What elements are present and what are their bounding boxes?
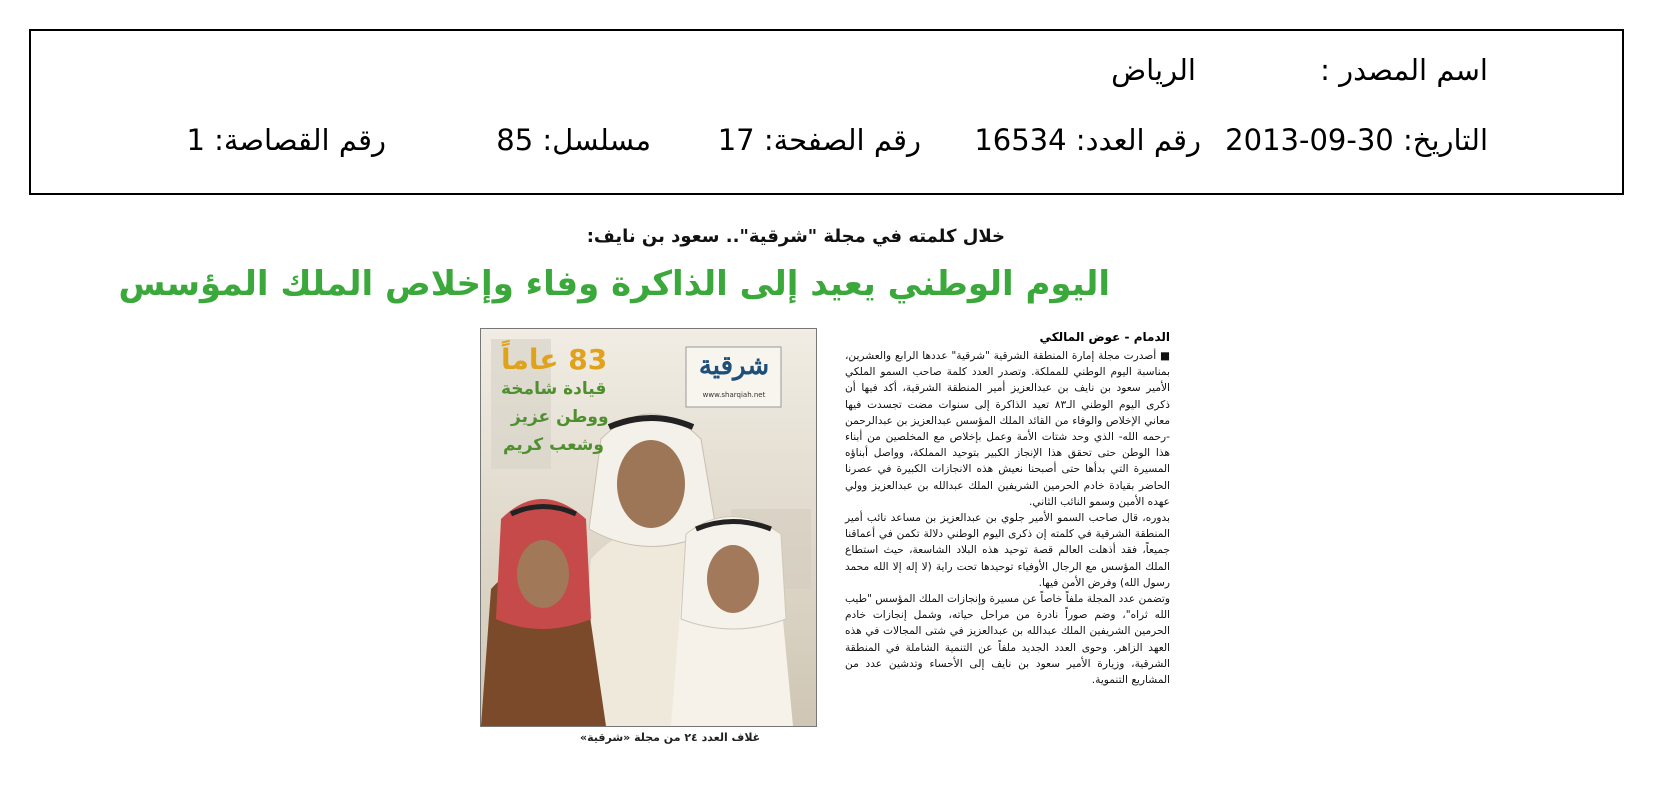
serial-field: مسلسل: 85 [496,123,651,157]
cover-tagline-3: وشعب كريم [503,435,604,455]
issue-field: رقم العدد: 16534 [974,123,1201,157]
article-paragraph: ■ أصدرت مجلة إمارة المنطقة الشرقية "شرقية" عددها الرابع والعشرين، بمناسبة اليوم الوطني للمملكة. وتصدر العدد كلمة صاحب السمو الملكي الأمير سعود بن نايف بن عبدالعزيز أمير المنطقة الشرقية، أكد فيها أن ذكرى اليوم الوطني الـ٨٣ تعيد الذاكرة إلى سنوات مضت تجسدت فيها معاني الإخلاص والوفاء من القائد الملك المؤسس عبدالعزيز بن عبدالرحمن -رحمه الله- الذي وحد شتات الأمة وعمل بإخلاص مع المخلصين من أبناء هذا الوطن حتى تحقق هذا الإنجاز الكبير بتوحيد المملكة، وواصل أبناؤه المسيرة التي بدأها حتى أصبحنا نعيش هذه الانجازات الكبيرة في عصرنا الحاضر بقيادة خادم الحرمين الشريفين الملك عبدالله بن عبدالعزيز وولي عهده الأمين وسمو النائب الثاني. [845,350,1171,508]
article-headline: اليوم الوطني يعيد إلى الذاكرة وفاء وإخلاص الملك المؤسس [118,264,1110,304]
article-paragraph: بدوره، قال صاحب السمو الأمير جلوي بن عبدالعزيز بن مساعد نائب أمير المنطقة الشرقية في كلمته إن ذكرى اليوم الوطني دلالة تكمن في أعماقنا جميعاً، فقد أذهلت العالم قصة توحيد هذه البلاد الشاسعة، حيث استطاع الملك المؤسس مع الرجال الأوفياء توحيدها تحت راية (لا إله إلا الله محمد رسول الله) وفرض الأمن فيها. [845,512,1170,589]
cover-logo: شرقية [698,351,770,381]
cover-tagline-2: ووطن عزيز [511,407,609,427]
clip-number-field: رقم القصاصة: 1 [186,123,386,157]
source-value: الرياض [1111,53,1196,87]
cover-tagline-1: قيادة شامخة [501,379,607,399]
article-paragraph: وتضمن عدد المجلة ملفاً خاصاً عن مسيرة وإنجازات الملك المؤسس "طيب الله ثراه"، وضم صوراً نادرة من مراحل حياته، وشمل إنجازات خادم الحرمين الشريفين الملك عبدالله بن عبدالعزيز في شتى المجالات في هذه العهد الزاهر. وحوى العدد الجديد ملفاً عن التنمية الشاملة في المنطقة الشرقية، وزيارة الأمير سعود بن نايف إلى الأحساء وتدشين عدد من المشاريع التنموية. [845,593,1170,687]
article-body [845,348,1170,688]
date-field: التاريخ: 30-09-2013 [1225,123,1488,157]
article-kicker: خلال كلمته في مجلة "شرقية".. سعود بن نايف: [586,226,1005,247]
page-field: رقم الصفحة: 17 [717,123,921,157]
source-metadata-box [29,29,1624,195]
cover-caption: غلاف العدد ٢٤ من مجلة «شرقية» [580,731,761,744]
cover-years: 83 عاماً [501,343,608,376]
source-label: اسم المصدر : [1320,53,1488,87]
magazine-cover-image [480,328,817,727]
newspaper-clipping [118,226,1171,786]
article-byline: الدمام - عوض المالكي [1039,330,1170,344]
cover-logo-url: www.sharqiah.net [702,391,766,399]
